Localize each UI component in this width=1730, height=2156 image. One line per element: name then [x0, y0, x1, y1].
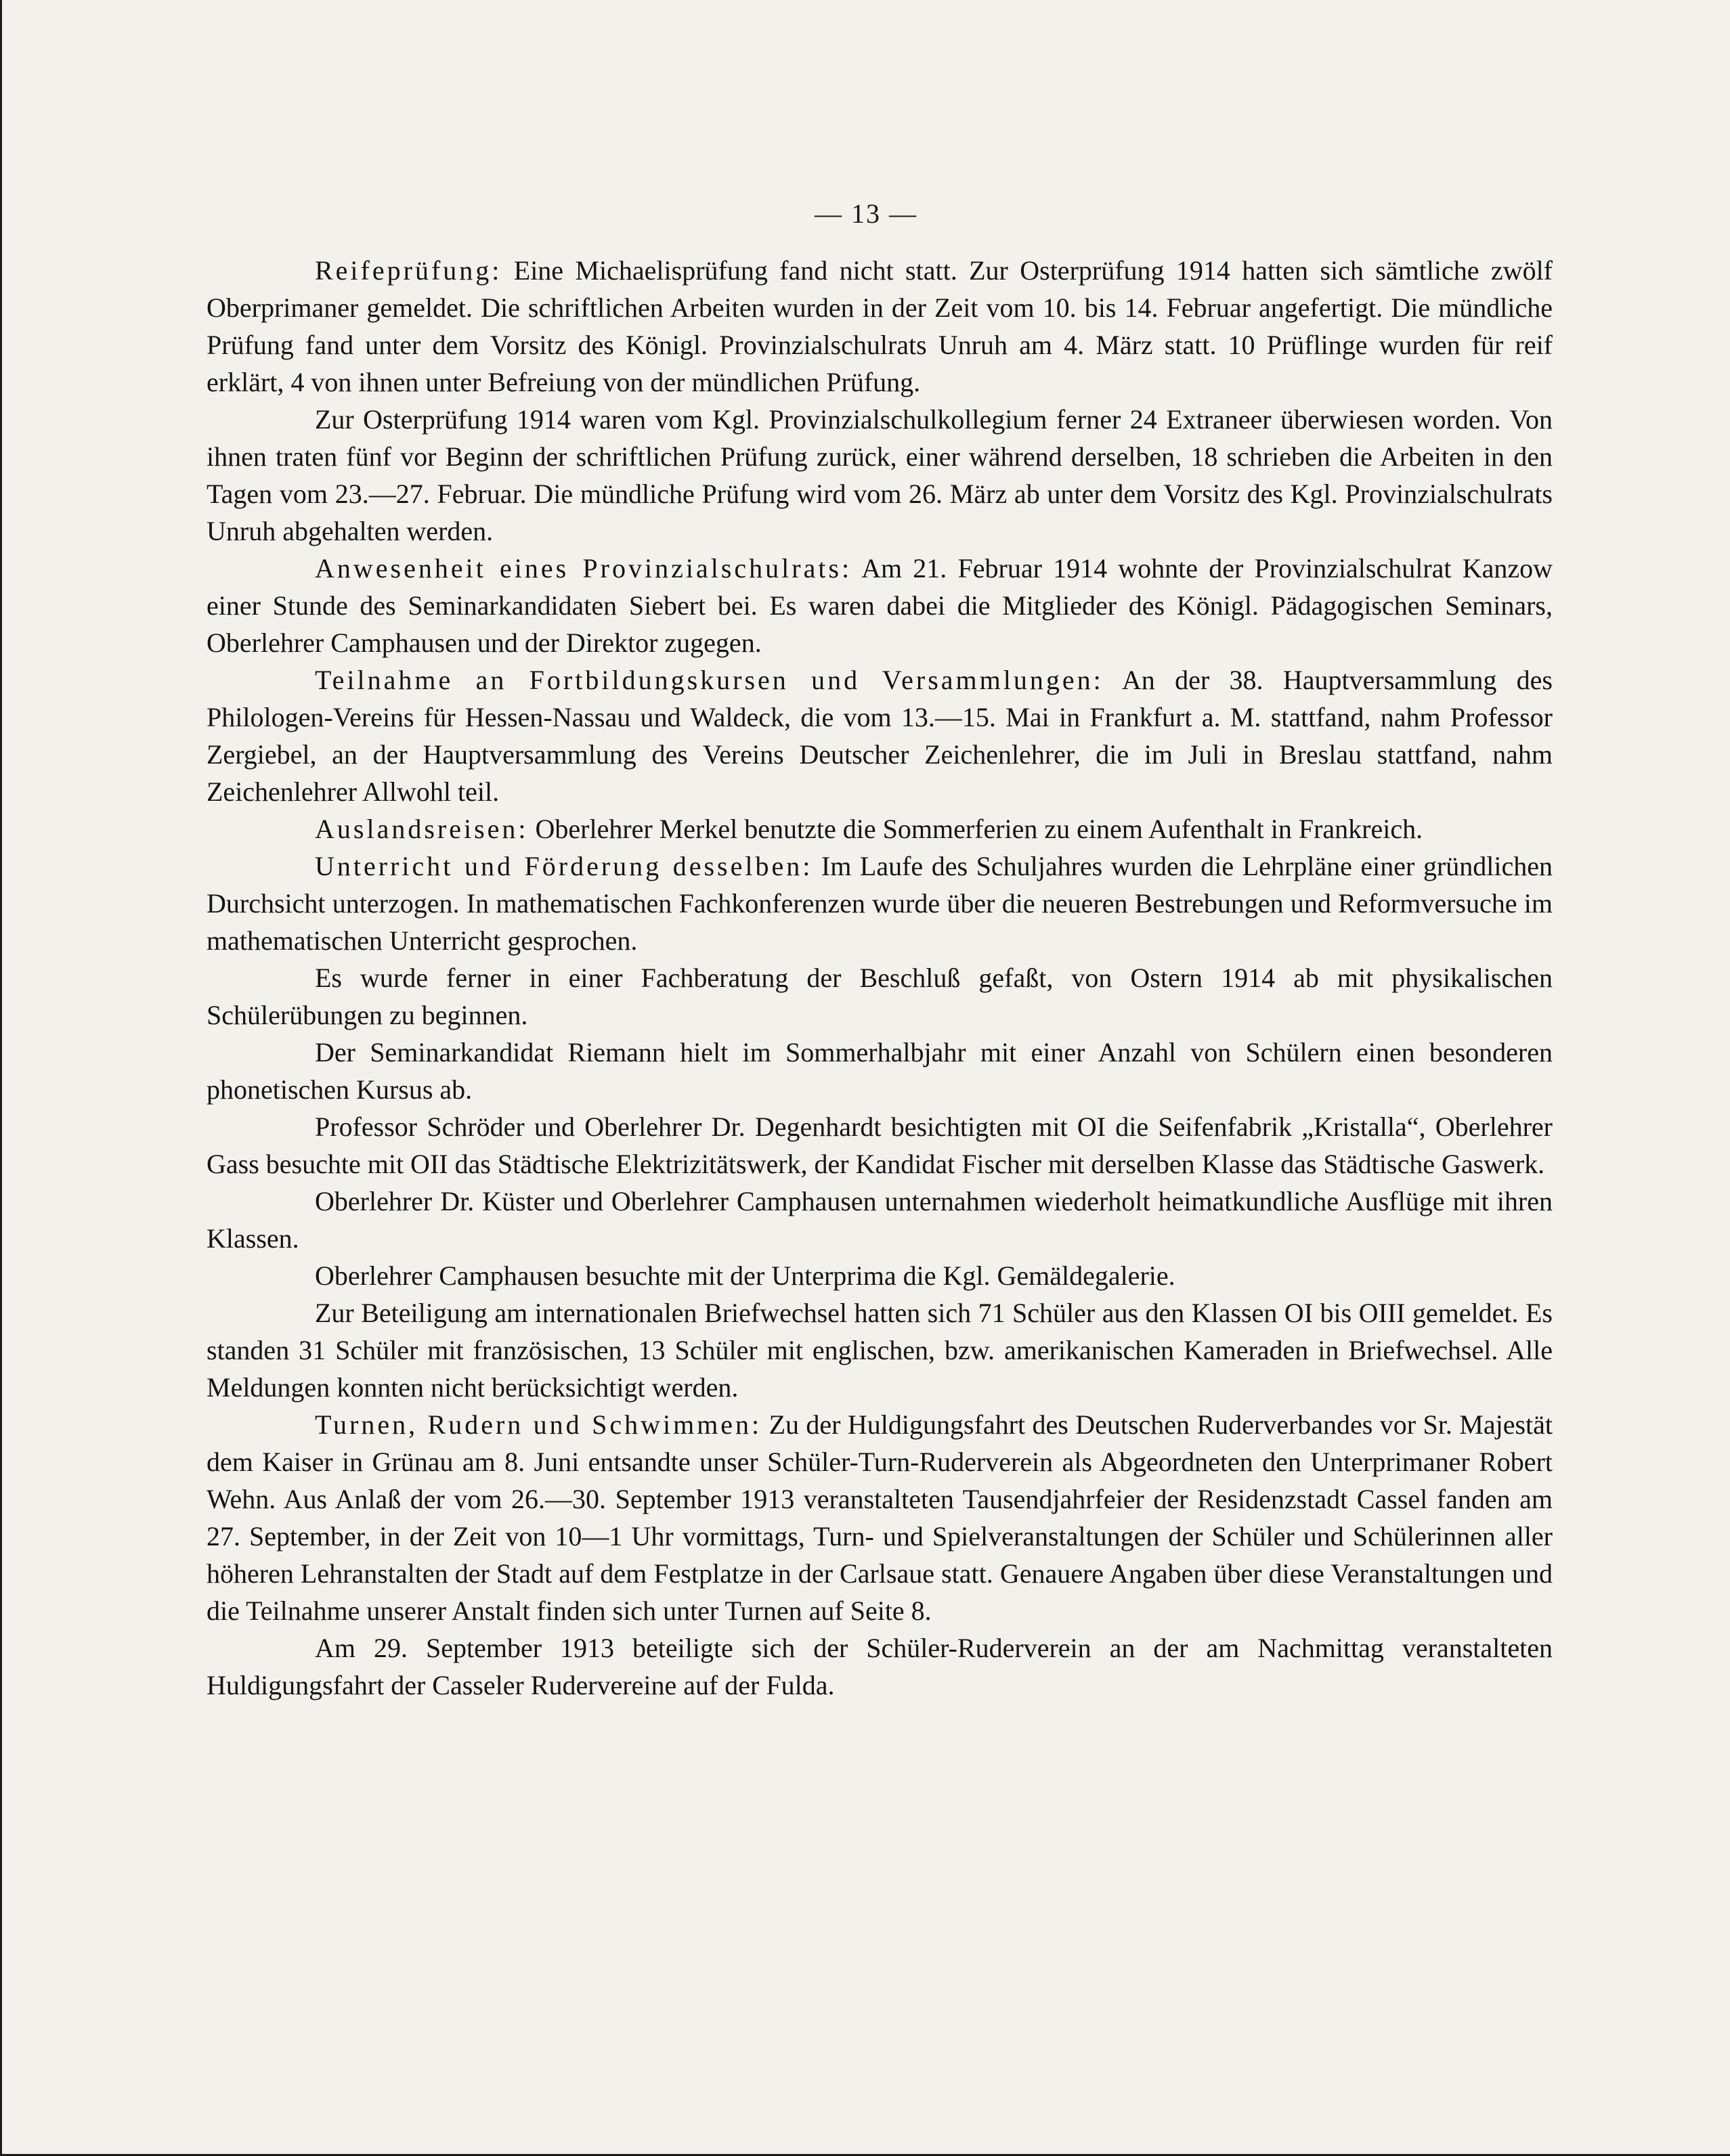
- paragraph-text: Es wurde ferner in einer Fachberatung der Beschluß gefaßt, von Ostern 1914 ab mit physikalischen Schülerübungen zu beginnen.: [207, 963, 1553, 1030]
- paragraph-extraneer: [207, 401, 1553, 550]
- paragraph-text: Oberlehrer Camphausen besuchte mit der Unterprima die Kgl. Gemäldegalerie.: [315, 1260, 1175, 1291]
- paragraph-text: Am 29. September 1913 beteiligte sich der Schüler-Ruderverein an der am Nachmittag veranstalteten Huldigungsfahrt der Casseler Rudervereine auf der Fulda.: [207, 1633, 1553, 1700]
- paragraph-text: Professor Schröder und Oberlehrer Dr. Degenhardt besichtigten mit OI die Seifenfabrik „Kristalla“, Oberlehrer Gass besuchte mit OII das Städtische Elektrizitätswerk, der Kandidat Fischer mit derselben Klasse das Städtische Gaswerk.: [207, 1112, 1553, 1179]
- paragraph-text: Eine Michaelisprüfung fand nicht statt. Zur Osterprüfung 1914 hatten sich sämtliche zwölf Oberprimaner gemeldet. Die schriftlichen Arbeiten wurden in der Zeit vom 10. bis 14. Februar angefertigt. Die mündliche Prüfung fand unter dem Vorsitz des Königl. Provinzialschulrats Unruh am 4. März statt. 10 Prüflinge wurden für reif erklärt, 4 von ihnen unter Befreiung von der mündlichen Prüfung.: [207, 255, 1553, 397]
- paragraph-fortbildung: [207, 661, 1553, 810]
- paragraph-text: Oberlehrer Dr. Küster und Oberlehrer Camphausen unternahmen wiederholt heimatkundliche Ausflüge mit ihren Klassen.: [207, 1186, 1553, 1254]
- paragraph-fachberatung: [207, 959, 1553, 1034]
- paragraph-unterricht: [207, 848, 1553, 959]
- paragraph-text: Zur Osterprüfung 1914 waren vom Kgl. Provinzialschulkollegium ferner 24 Extraneer überwiesen worden. Von ihnen traten fünf vor Beginn der schriftlichen Prüfung zurück, einer während derselben, 18 schrieben die Arbeiten in den Tagen vom 23.—27. Februar. Die mündliche Prüfung wird vom 26. März ab unter dem Vorsitz des Kgl. Provinzialschulrats Unruh abgehalten werden.: [207, 404, 1553, 546]
- paragraph-text: Der Seminarkandidat Riemann hielt im Sommerhalbjahr mit einer Anzahl von Schülern einen besonderen phonetischen Kursus ab.: [207, 1037, 1553, 1105]
- paragraph-ausfluege: [207, 1183, 1553, 1257]
- section-heading: Reifeprüfung:: [315, 255, 502, 286]
- section-heading: Anwesenheit eines Provinzialschulrats:: [315, 553, 852, 584]
- paragraph-turnen: [207, 1406, 1553, 1629]
- section-heading: Turnen, Rudern und Schwimmen:: [315, 1409, 762, 1440]
- paragraph-text: An der 38. Hauptversammlung des Philologen-Vereins für Hessen-Nassau und Waldeck, die vom 13.—15. Mai in Frankfurt a. M. stattfand, nahm Professor Zergiebel, an der Hauptversammlung des Vereins Deutscher Zeichenlehrer, die im Juli in Breslau stattfand, nahm Zeichenlehrer Allwohl teil.: [207, 665, 1553, 807]
- paragraph-text: Zu der Huldigungsfahrt des Deutschen Ruderverbandes vor Sr. Majestät dem Kaiser in Grünau am 8. Juni entsandte unser Schüler-Turn-Ruderverein als Abgeordneten den Unterprimaner Robert Wehn. Aus Anlaß der vom 26.—30. September 1913 veranstalteten Tausendjahrfeier der Residenzstadt Cassel fanden am 27. September, in der Zeit von 10—1 Uhr vormittags, Turn- und Spielveranstaltungen der Schüler und Schülerinnen aller höheren Lehranstalten der Stadt auf dem Festplatze in der Carlsaue statt. Genauere Angaben über diese Veranstaltungen und die Teilnahme unserer Anstalt finden sich unter Turnen auf Seite 8.: [207, 1409, 1553, 1626]
- paragraph-text: Oberlehrer Merkel benutzte die Sommerferien zu einem Aufenthalt in Frankreich.: [528, 814, 1423, 844]
- paragraph-briefwechsel: [207, 1294, 1553, 1406]
- paragraph-anwesenheit: [207, 550, 1553, 661]
- page-number: — 13 —: [815, 198, 917, 229]
- paragraph-reifepruefung: [207, 252, 1553, 401]
- section-heading: Teilnahme an Fortbildungskursen und Versammlungen:: [315, 665, 1104, 695]
- paragraph-text: Zur Beteiligung am internationalen Briefwechsel hatten sich 71 Schüler aus den Klassen OI bis OIII gemeldet. Es standen 31 Schüler mit französischen, 13 Schüler mit englischen, bzw. amerikanischen Kameraden in Briefwechsel. Alle Meldungen konnten nicht berücksichtigt werden.: [207, 1298, 1553, 1403]
- paragraph-text: Im Laufe des Schuljahres wurden die Lehrpläne einer gründlichen Durchsicht unterzogen. In mathematischen Fachkonferenzen wurde über die neueren Bestrebungen und Reformversuche im mathematischen Unterricht gesprochen.: [207, 851, 1553, 956]
- document-body: [207, 252, 1553, 1704]
- paragraph-gemaeldegalerie: [207, 1257, 1553, 1294]
- section-heading: Auslandsreisen:: [315, 814, 529, 844]
- paragraph-besichtigungen: [207, 1108, 1553, 1183]
- section-heading: Unterricht und Förderung desselben:: [315, 851, 813, 881]
- paragraph-auslandsreisen: [207, 810, 1553, 848]
- paragraph-huldigungsfahrt: [207, 1629, 1553, 1704]
- paragraph-text: Am 21. Februar 1914 wohnte der Provinzialschulrat Kanzow einer Stunde des Seminarkandidaten Siebert bei. Es waren dabei die Mitglieder des Königl. Pädagogischen Seminars, Oberlehrer Camphausen und der Direktor zugegen.: [207, 553, 1553, 658]
- paragraph-phonetik: [207, 1034, 1553, 1108]
